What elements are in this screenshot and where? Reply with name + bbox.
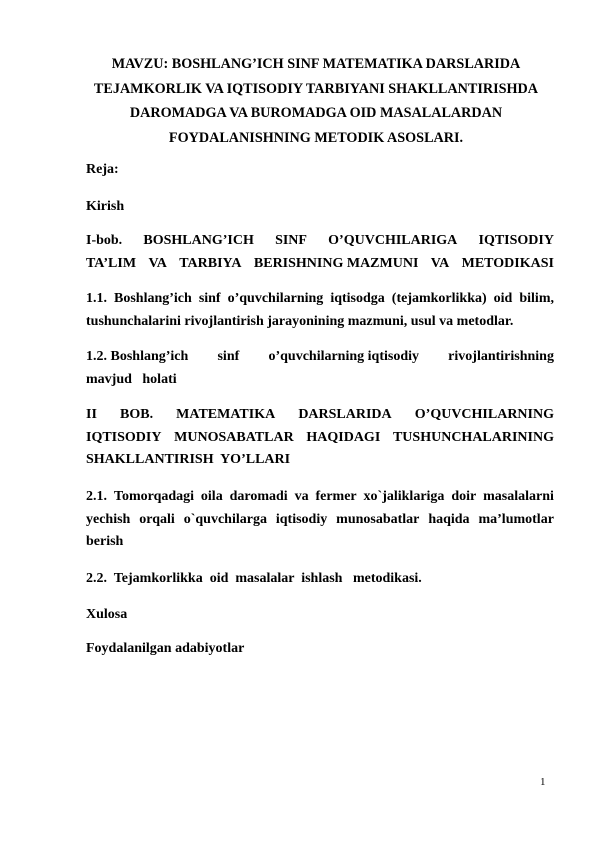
references-item: Foydalanilgan adabiyotlar xyxy=(86,641,245,656)
plan-heading: Reja: xyxy=(86,162,119,177)
chapter-1-item xyxy=(86,230,554,275)
conclusion-item: Xulosa xyxy=(86,607,128,622)
intro-item: Kirish xyxy=(86,199,125,214)
section-1-2-item xyxy=(86,346,554,391)
title-line-2: TEJAMKORLIK VA IQTISODIY TARBIYANI SHAKLLANTIRISHDA xyxy=(93,80,539,97)
chapter-1-line-2: TA’LIM VA TARBIYA BERISHNING MAZMUNI VA METODIKASI xyxy=(86,255,554,271)
section-2-1-line-2: yechish orqali o`quvchilarga iqtisodiy munosabatlar haqida ma’lumotlar xyxy=(86,511,554,527)
section-2-2-item: 2.2. Tejamkorlikka oid masalalar ishlash metodikasi. xyxy=(86,571,422,586)
title-line-3: DAROMADGA VA BUROMADGA OID MASALALARDAN xyxy=(129,105,503,121)
section-2-1-line-3: berish xyxy=(86,534,124,549)
title-line-4: FOYDALANISHNING METODIK ASOSLARI. xyxy=(168,129,464,146)
document-title xyxy=(80,52,552,150)
section-1-1-line-2: tushunchalarini rivojlantirish jarayonining mazmuni, usul va metodlar. xyxy=(86,313,514,329)
chapter-2-line-1: II BOB. MATEMATIKA DARSLARIDA O’QUVCHILARNING xyxy=(86,407,554,422)
section-1-1-item xyxy=(86,288,554,333)
section-2-1-item xyxy=(86,486,554,554)
section-1-1-line-1: 1.1. Boshlang’ich sinf o’quvchilarning iqtisodga (tejamkorlikka) oid bilim, xyxy=(86,291,554,306)
chapter-2-line-3: SHAKLLANTIRISH YO’LLARI xyxy=(86,452,291,467)
chapter-2-item xyxy=(86,404,554,472)
title-line-1: MAVZU: BOSHLANG’ICH SINF MATEMATIKA DARSLARIDA xyxy=(111,56,521,72)
page-number: 1 xyxy=(540,776,546,788)
section-1-2-line-2: mavjud holati xyxy=(86,371,177,387)
chapter-2-line-2: IQTISODIY MUNOSABATLAR HAQIDAGI TUSHUNCHALARINING xyxy=(86,429,554,445)
section-1-2-line-1: 1.2. Boshlang’ich sinf o’quvchilarning iqtisodiy rivojlantirishning xyxy=(86,349,554,364)
chapter-1-line-1: I-bob. BOSHLANG’ICH SINF O’QUVCHILARIGA IQTISODIY xyxy=(86,233,554,248)
section-2-1-line-1: 2.1. Tomorqadagi oila daromadi va fermer xo`jaliklariga doir masalalarni xyxy=(86,489,554,504)
